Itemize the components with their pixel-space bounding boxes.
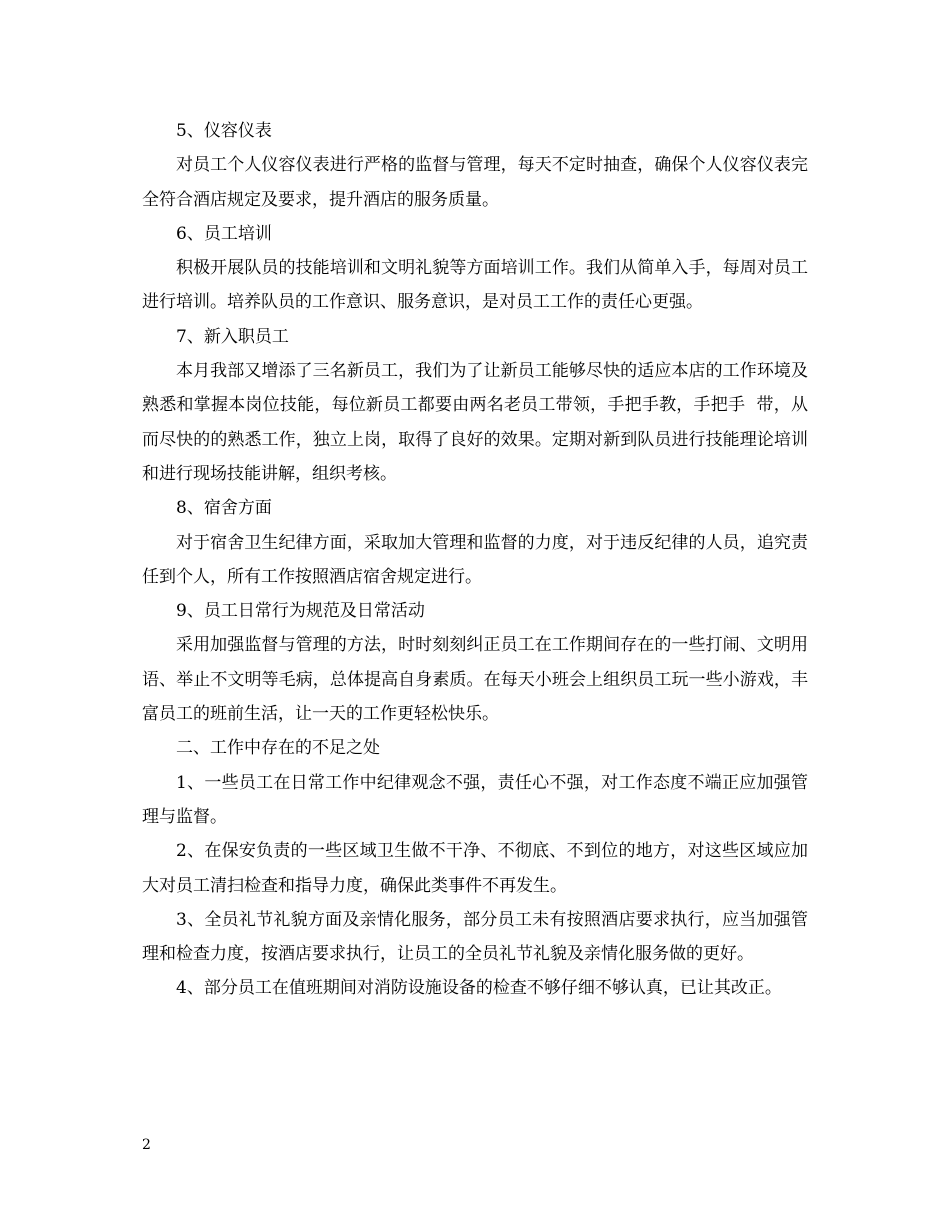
paragraph-shortcoming-4: 4、部分员工在值班期间对消防设施设备的检查不够仔细不够认真，已让其改正。 xyxy=(176,978,782,999)
paragraph-new-employees: 本月我部又增添了三名新员工，我们为了让新员工能够尽快的适应本店的工作环境及熟悉和掌握本岗位技能，每位新员工都要由两名老员工带领，手把手教，手把手 带，从而尽快的的熟悉工作，独立上岗，取得了良好的效果。定期对新到队员进行技能理论培训和进行现场技能讲解，组织考核。 xyxy=(142,361,808,484)
paragraph-shortcoming-3: 3、全员礼节礼貌方面及亲情化服务，部分员工未有按照酒店要求执行，应当加强管理和检查力度，按酒店要求执行，让员工的全员礼节礼貌及亲情化服务做的更好。 xyxy=(142,909,808,965)
page-number: 2 xyxy=(142,1137,151,1153)
section-heading-daily-conduct: 9、员工日常行为规范及日常活动 xyxy=(176,601,425,622)
paragraph-daily-conduct: 采用加强监督与管理的方法，时时刻刻纠正员工在工作期间存在的一些打闹、文明用语、举止不文明等毛病，总体提高自身素质。在每天小班会上组织员工玩一些小游戏，丰富员工的班前生活，让一天的工作更轻松快乐。 xyxy=(142,635,808,725)
section-heading-shortcomings: 二、工作中存在的不足之处 xyxy=(176,738,380,759)
paragraph-dormitory: 对于宿舍卫生纪律方面，采取加大管理和监督的力度，对于违反纪律的人员，追究责任到个人，所有工作按照酒店宿舍规定进行。 xyxy=(142,532,808,587)
section-heading-appearance: 5、仪容仪表 xyxy=(176,121,272,141)
paragraph-shortcoming-1: 1、一些员工在日常工作中纪律观念不强，责任心不强，对工作态度不端正应加强管理与监督。 xyxy=(142,772,808,827)
section-heading-new-employees: 7、新入职员工 xyxy=(176,326,289,347)
paragraph-training: 积极开展队员的技能培训和文明礼貌等方面培训工作。我们从简单入手，每周对员工进行培训。培养队员的工作意识、服务意识，是对员工工作的责任心更强。 xyxy=(142,258,808,313)
section-heading-training: 6、员工培训 xyxy=(176,223,272,244)
document-body xyxy=(142,114,808,1006)
paragraph-shortcoming-2: 2、在保安负责的一些区域卫生做不干净、不彻底、不到位的地方，对这些区域应加大对员工清扫检查和指导力度，确保此类事件不再发生。 xyxy=(142,841,808,896)
section-heading-dormitory: 8、宿舍方面 xyxy=(176,498,272,519)
paragraph-appearance: 对员工个人仪容仪表进行严格的监督与管理，每天不定时抽查，确保个人仪容仪表完全符合酒店规定及要求，提升酒店的服务质量。 xyxy=(142,155,808,210)
